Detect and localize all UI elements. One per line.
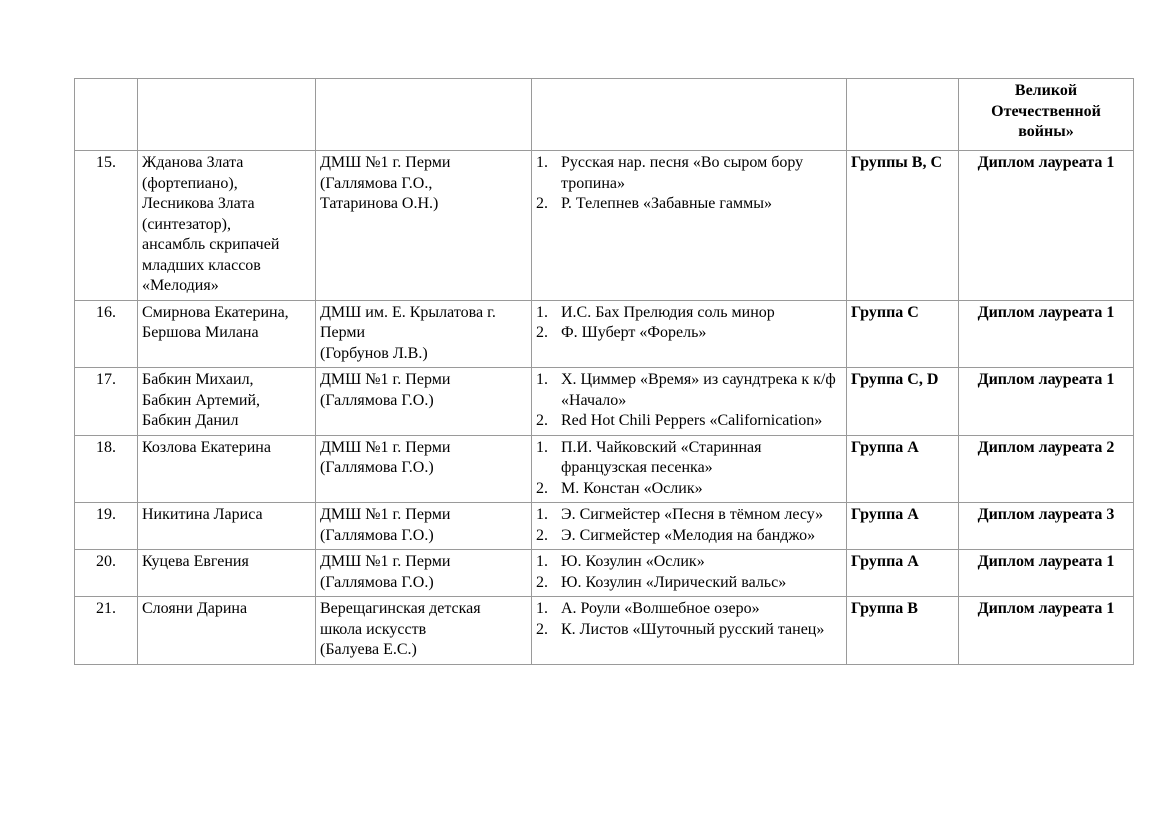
school-cell: ДМШ №1 г. Перми (Галлямова Г.О.) <box>316 503 532 550</box>
row-number: 20. <box>75 550 138 597</box>
program-cell <box>532 300 847 368</box>
program-item <box>536 526 842 547</box>
program-cell <box>532 503 847 550</box>
program-item-number: 1. <box>536 600 548 617</box>
group-cell: Группа А <box>847 503 959 550</box>
school-cell: ДМШ №1 г. Перми (Галлямова Г.О.) <box>316 435 532 503</box>
program-item <box>536 620 842 641</box>
program-item-number: 2. <box>536 479 548 497</box>
program-item-title: Ю. Козулин «Лирический вальс» <box>561 573 787 591</box>
program-item <box>536 552 842 573</box>
program-item-number: 1. <box>536 303 548 321</box>
award-cell: Диплом лауреата 1 <box>959 597 1134 665</box>
program-list <box>536 438 842 500</box>
program-item <box>536 323 842 344</box>
table-body <box>75 79 1134 665</box>
header-cell-performer <box>138 79 316 151</box>
program-item <box>536 153 842 194</box>
program-list <box>536 303 842 344</box>
award-cell: Диплом лауреата 1 <box>959 300 1134 368</box>
program-list <box>536 153 842 215</box>
program-item-number: 2. <box>536 324 548 341</box>
program-item <box>536 370 842 411</box>
row-number: 18. <box>75 435 138 503</box>
program-cell <box>532 368 847 436</box>
program-item-title: Ю. Козулин «Ослик» <box>561 553 705 570</box>
program-item-title: А. Роули «Волшебное озеро» <box>561 600 760 617</box>
program-item-title: Х. Циммер «Время» из саундтрека к к/ф «Начало» <box>561 371 836 409</box>
award-cell: Диплом лауреата 1 <box>959 368 1134 436</box>
program-cell <box>532 435 847 503</box>
group-cell: Группа В <box>847 597 959 665</box>
program-item <box>536 599 842 620</box>
row-number: 19. <box>75 503 138 550</box>
table-row <box>75 300 1134 368</box>
table-row <box>75 151 1134 301</box>
program-item-title: М. Констан «Ослик» <box>561 479 703 497</box>
group-cell: Группа С, D <box>847 368 959 436</box>
program-item-number: 1. <box>536 371 548 388</box>
program-cell <box>532 151 847 301</box>
school-cell: Верещагинская детская школа искусств (Балуева Е.С.) <box>316 597 532 665</box>
program-item-title: И.С. Бах Прелюдия соль минор <box>561 303 775 321</box>
header-cell-award: Великой Отечественной войны» <box>959 79 1134 151</box>
program-item-number: 2. <box>536 526 548 544</box>
performer-cell: Куцева Евгения <box>138 550 316 597</box>
group-cell: Группа С <box>847 300 959 368</box>
program-list <box>536 552 842 593</box>
program-item-title: К. Листов «Шуточный русский танец» <box>561 620 825 638</box>
program-item-title: П.И. Чайковский «Старинная французская песенка» <box>561 438 762 476</box>
header-cell-number <box>75 79 138 151</box>
table-row <box>75 503 1134 550</box>
group-cell: Группы В, С <box>847 151 959 301</box>
program-list <box>536 599 842 640</box>
program-item-number: 2. <box>536 195 548 212</box>
performer-cell: Бабкин Михаил, Бабкин Артемий, Бабкин Данил <box>138 368 316 436</box>
school-cell: ДМШ №1 г. Перми (Галлямова Г.О.) <box>316 550 532 597</box>
program-list <box>536 370 842 432</box>
table-row <box>75 435 1134 503</box>
program-list <box>536 505 842 546</box>
table-row <box>75 368 1134 436</box>
school-cell: ДМШ №1 г. Перми (Галлямова Г.О., Татаринова О.Н.) <box>316 151 532 301</box>
award-cell: Диплом лауреата 2 <box>959 435 1134 503</box>
program-item-number: 2. <box>536 573 548 591</box>
school-cell: ДМШ им. Е. Крылатова г. Перми (Горбунов Л.В.) <box>316 300 532 368</box>
program-item-title: Э. Сигмейстер «Песня в тёмном лесу» <box>561 506 824 523</box>
program-item-number: 2. <box>536 412 548 429</box>
school-cell: ДМШ №1 г. Перми (Галлямова Г.О.) <box>316 368 532 436</box>
program-cell <box>532 550 847 597</box>
header-cell-group <box>847 79 959 151</box>
group-cell: Группа А <box>847 435 959 503</box>
group-cell: Группа А <box>847 550 959 597</box>
program-item-title: Ф. Шуберт «Форель» <box>561 324 707 341</box>
award-cell: Диплом лауреата 1 <box>959 151 1134 301</box>
program-item <box>536 438 842 479</box>
table-row <box>75 597 1134 665</box>
program-item-title: Red Hot Chili Peppers «Californication» <box>561 412 823 429</box>
award-cell: Диплом лауреата 3 <box>959 503 1134 550</box>
performer-cell: Жданова Злата (фортепиано), Лесникова Злата (синтезатор), ансамбль скрипачей младших классов «Мелодия» <box>138 151 316 301</box>
program-cell <box>532 597 847 665</box>
program-item <box>536 411 842 432</box>
award-cell: Диплом лауреата 1 <box>959 550 1134 597</box>
row-number: 15. <box>75 151 138 301</box>
table-header-row <box>75 79 1134 151</box>
row-number: 17. <box>75 368 138 436</box>
program-item-number: 1. <box>536 438 548 456</box>
program-item-title: Русская нар. песня «Во сыром бору тропина» <box>561 154 804 192</box>
performer-cell: Смирнова Екатерина, Бершова Милана <box>138 300 316 368</box>
performer-cell: Никитина Лариса <box>138 503 316 550</box>
program-item <box>536 505 842 526</box>
program-item-number: 1. <box>536 506 548 523</box>
row-number: 21. <box>75 597 138 665</box>
program-item-number: 1. <box>536 553 548 570</box>
row-number: 16. <box>75 300 138 368</box>
program-item <box>536 479 842 500</box>
program-item-number: 1. <box>536 154 548 171</box>
performer-cell: Слояни Дарина <box>138 597 316 665</box>
program-item-title: Э. Сигмейстер «Мелодия на банджо» <box>561 526 816 544</box>
program-item-number: 2. <box>536 620 548 638</box>
header-cell-program <box>532 79 847 151</box>
program-item <box>536 194 842 215</box>
performer-cell: Козлова Екатерина <box>138 435 316 503</box>
program-item <box>536 573 842 594</box>
program-item <box>536 303 842 324</box>
results-table <box>74 78 1134 665</box>
program-item-title: Р. Телепнев «Забавные гаммы» <box>561 195 773 212</box>
table-row <box>75 550 1134 597</box>
header-cell-school <box>316 79 532 151</box>
